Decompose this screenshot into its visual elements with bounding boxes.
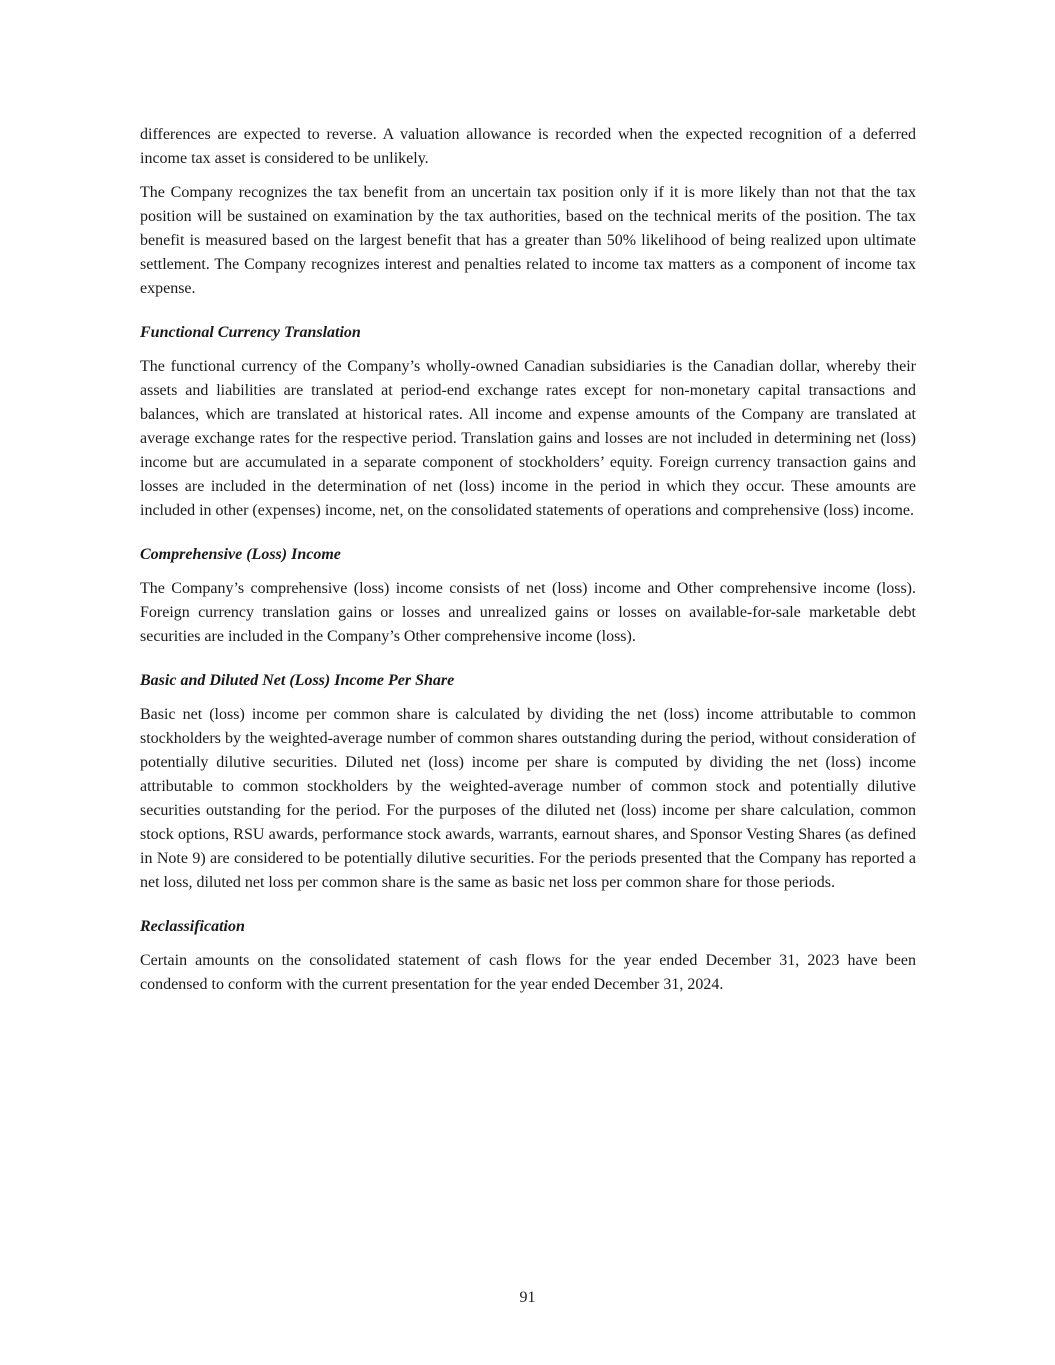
- heading-functional-currency-translation: Functional Currency Translation: [140, 324, 361, 341]
- paragraph-functional-currency-translation: The functional currency of the Company’s wholly-owned Canadian subsidiaries is the Canadian dollar, whereby their assets and liabilities are translated at period-end exchange rates except for non-monetary capital transactions and balances, which are translated at historical rates. All income and expense amounts of the Company are translated at average exchange rates for the respective period. Translation gains and losses are not included in determining net (loss) income but are accumulated in a separate component of stockholders’ equity. Foreign currency transaction gains and losses are included in the determination of net (loss) income in the period in which they occur. These amounts are included in other (expenses) income, net, on the consolidated statements of operations and comprehensive (loss) income.: [140, 358, 916, 519]
- heading-reclassification: Reclassification: [140, 918, 245, 935]
- page-number: 91: [519, 1289, 536, 1306]
- paragraph-net-loss-income-per-share: Basic net (loss) income per common share is calculated by dividing the net (loss) income attributable to common stockholders by the weighted-average number of common shares outstanding during the period, without consideration of potentially dilutive securities. Diluted net (loss) income per share is computed by dividing the net (loss) income attributable to common stockholders by the weighted-average number of common stock and potentially dilutive securities outstanding for the period. For the purposes of the diluted net (loss) income per share calculation, common stock options, RSU awards, performance stock awards, warrants, earnout shares, and Sponsor Vesting Shares (as defined in Note 9) are considered to be potentially dilutive securities. For the periods presented that the Company has reported a net loss, diluted net loss per common share is the same as basic net loss per common share for those periods.: [140, 706, 916, 891]
- paragraph-reclassification: Certain amounts on the consolidated statement of cash flows for the year ended December 31, 2023 have been condensed to conform with the current presentation for the year ended December 31, 2024.: [140, 952, 916, 993]
- document-page: [140, 123, 916, 1007]
- paragraph-uncertain-tax-position: The Company recognizes the tax benefit from an uncertain tax position only if it is more likely than not that the tax position will be sustained on examination by the tax authorities, based on the technical merits of the position. The tax benefit is measured based on the largest benefit that has a greater than 50% likelihood of being realized upon ultimate settlement. The Company recognizes interest and penalties related to income tax matters as a component of income tax expense.: [140, 184, 916, 297]
- heading-comprehensive-loss-income: Comprehensive (Loss) Income: [140, 546, 341, 563]
- paragraph-comprehensive-loss-income: The Company’s comprehensive (loss) income consists of net (loss) income and Other comprehensive income (loss). Foreign currency translation gains or losses and unrealized gains or losses on available-for-sale marketable debt securities are included in the Company’s Other comprehensive income (loss).: [140, 580, 916, 645]
- paragraph-deferred-tax: differences are expected to reverse. A valuation allowance is recorded when the expected recognition of a deferred income tax asset is considered to be unlikely.: [140, 126, 916, 167]
- heading-net-loss-income-per-share: Basic and Diluted Net (Loss) Income Per Share: [140, 672, 455, 689]
